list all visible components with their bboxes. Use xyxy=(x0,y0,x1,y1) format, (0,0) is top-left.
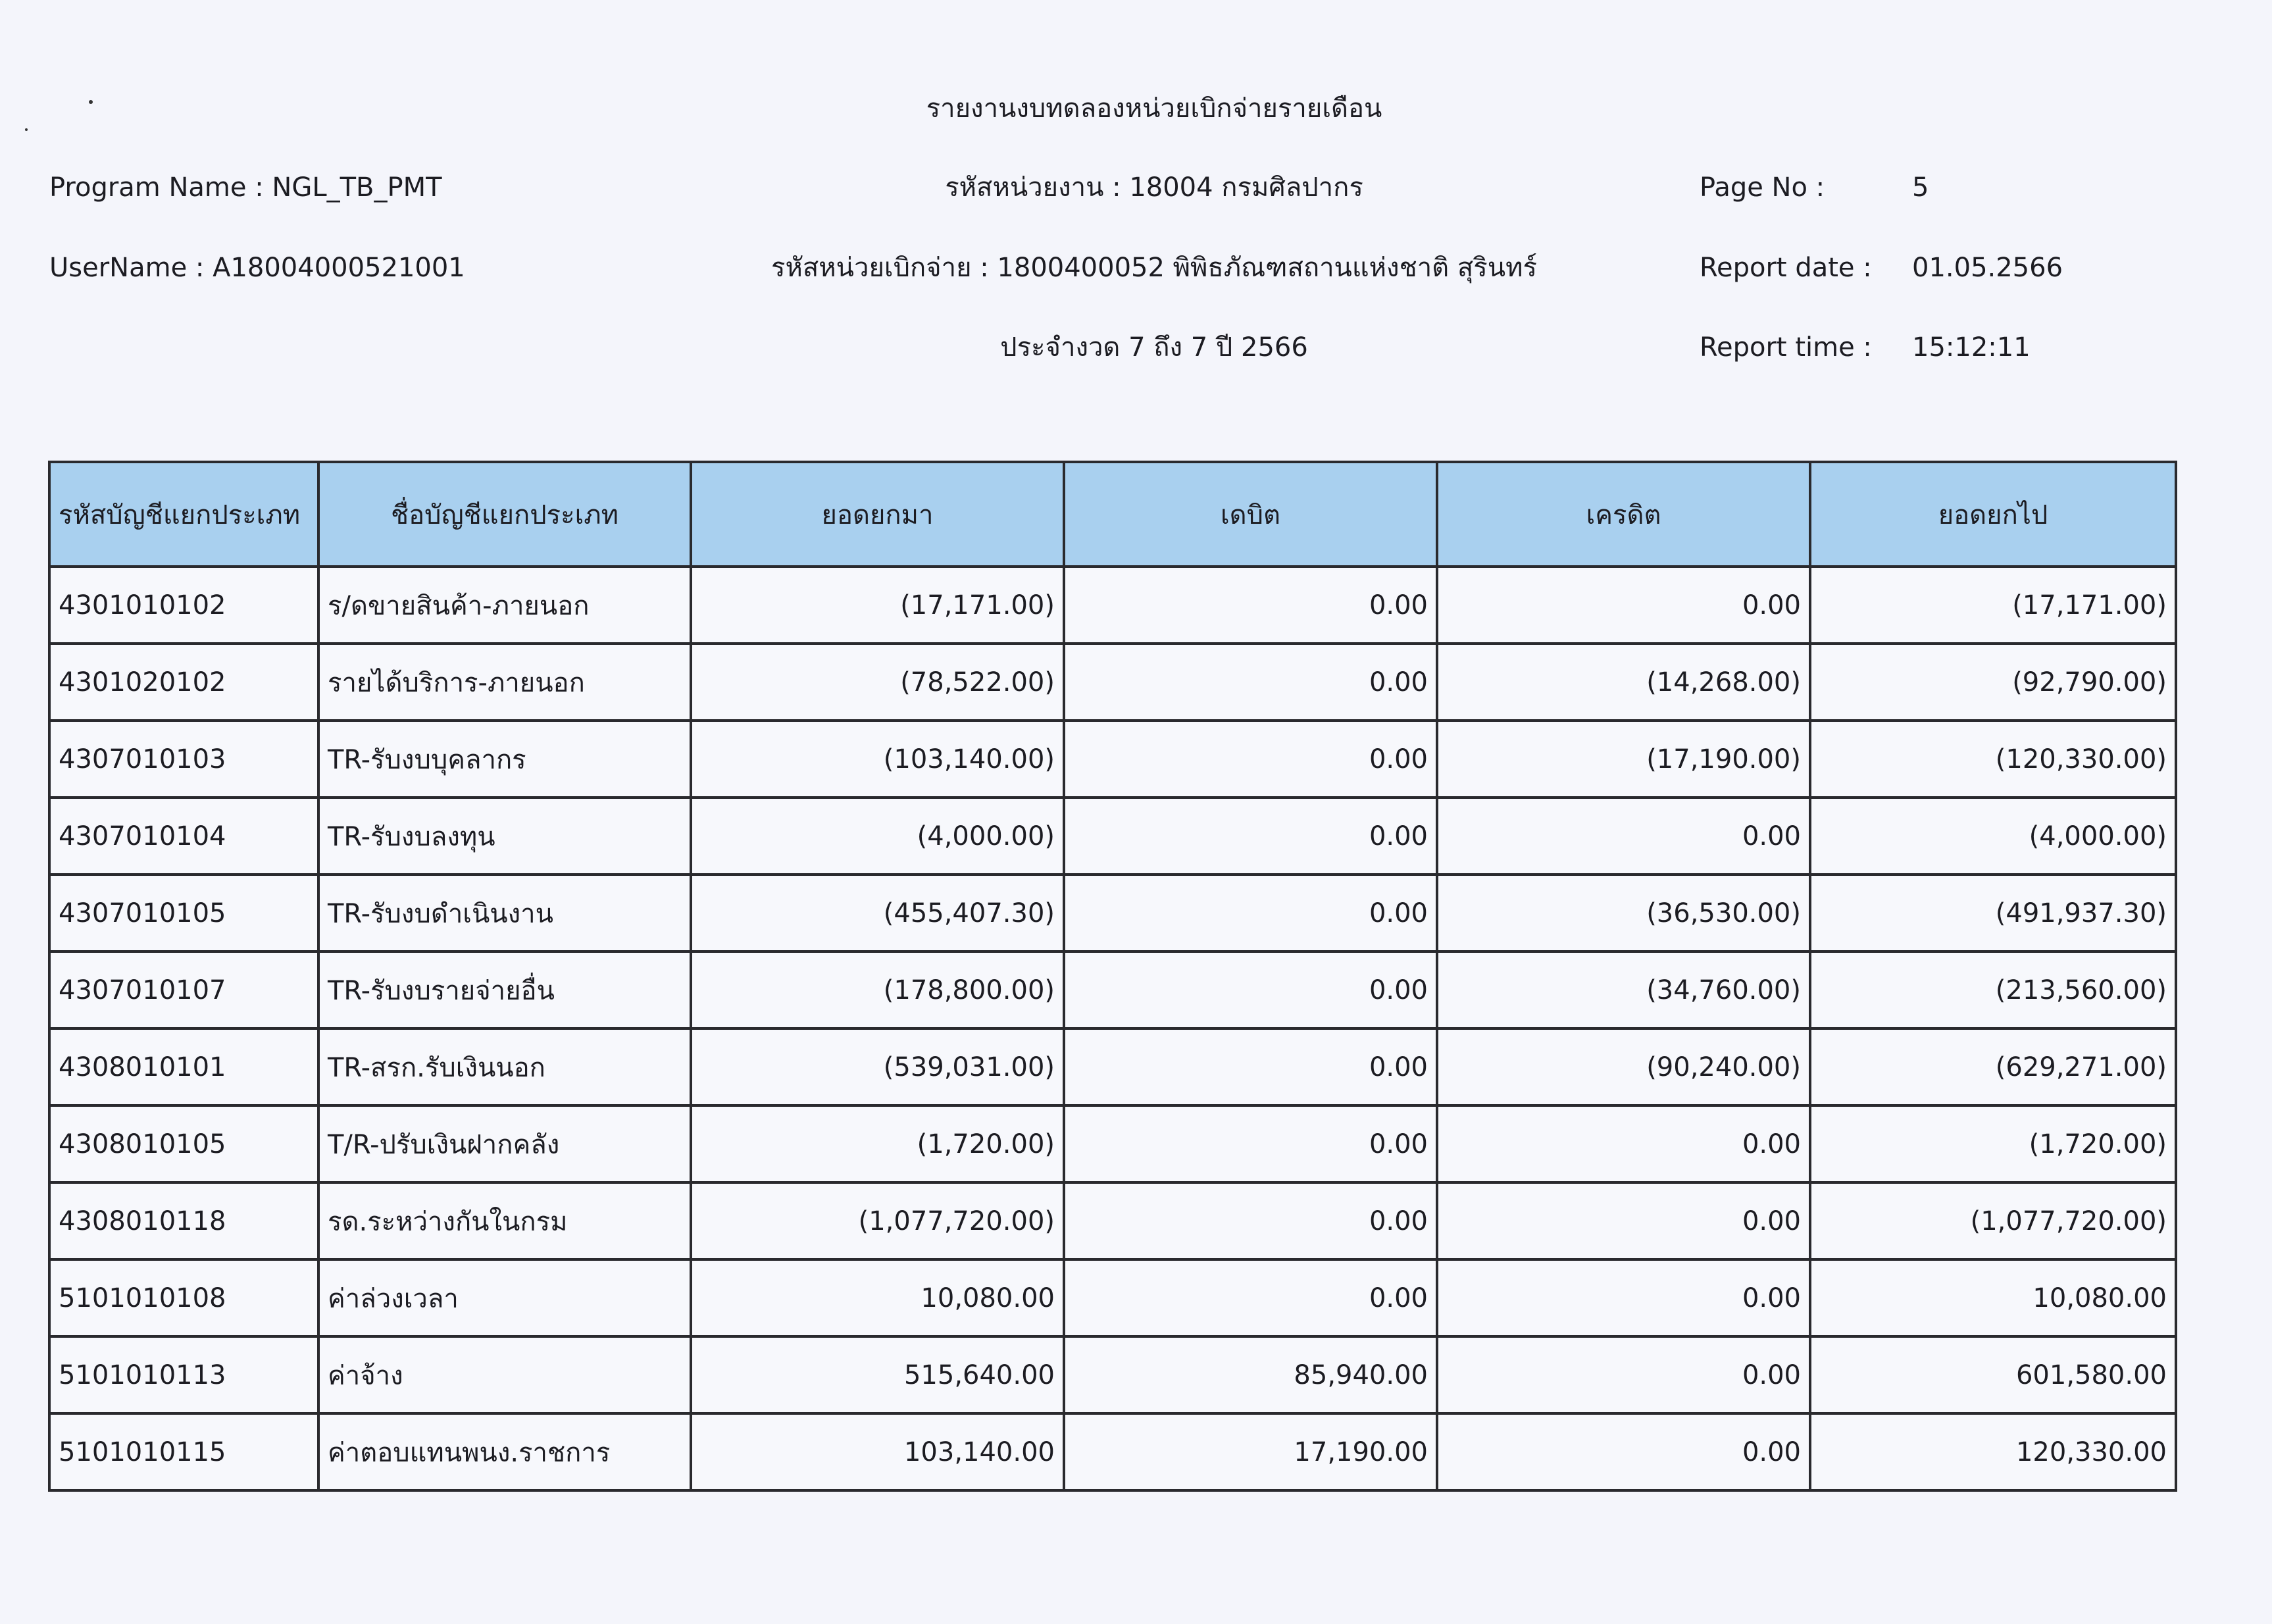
closing-balance-cell: (1,077,720.00) xyxy=(1810,1182,2176,1259)
report-time-label: Report time : xyxy=(1700,332,1872,363)
credit-cell: 0.00 xyxy=(1437,1105,1810,1182)
account-code-cell: 4307010103 xyxy=(49,721,318,798)
closing-balance-cell: 120,330.00 xyxy=(1810,1413,2176,1490)
table-row xyxy=(49,798,2176,875)
header-opening-balance: ยอดยกมา xyxy=(691,462,1064,567)
account-code-cell: 5101010113 xyxy=(49,1336,318,1413)
table-row xyxy=(49,1336,2176,1413)
closing-balance-cell: (120,330.00) xyxy=(1810,721,2176,798)
credit-cell: (14,268.00) xyxy=(1437,644,1810,721)
scan-speck xyxy=(89,100,93,104)
account-code-cell: 4301020102 xyxy=(49,644,318,721)
report-period: ประจำงวด 7 ถึง 7 ปี 2566 xyxy=(1000,332,1308,363)
account-code-cell: 5101010115 xyxy=(49,1413,318,1490)
account-name-cell: TR-สรก.รับเงินนอก xyxy=(318,1028,691,1105)
credit-cell: 0.00 xyxy=(1437,1413,1810,1490)
table-row xyxy=(49,952,2176,1028)
header-closing-balance: ยอดยกไป xyxy=(1810,462,2176,567)
debit-cell: 17,190.00 xyxy=(1064,1413,1437,1490)
account-name-cell: ร/ดขายสินค้า-ภายนอก xyxy=(318,567,691,644)
debit-cell: 0.00 xyxy=(1064,798,1437,875)
account-name-cell: รด.ระหว่างกันในกรม xyxy=(318,1182,691,1259)
account-name-cell: TR-รับงบลงทุน xyxy=(318,798,691,875)
opening-balance-cell: (4,000.00) xyxy=(691,798,1064,875)
table-header-row xyxy=(49,462,2176,567)
closing-balance-cell: (4,000.00) xyxy=(1810,798,2176,875)
opening-balance-cell: (178,800.00) xyxy=(691,952,1064,1028)
table-row xyxy=(49,1028,2176,1105)
opening-balance-cell: 103,140.00 xyxy=(691,1413,1064,1490)
table-row xyxy=(49,567,2176,644)
debit-cell: 0.00 xyxy=(1064,1105,1437,1182)
page-no-label: Page No : xyxy=(1700,172,1825,203)
credit-cell: 0.00 xyxy=(1437,1259,1810,1336)
account-code-cell: 4307010105 xyxy=(49,875,318,952)
header-account-name: ชื่อบัญชีแยกประเภท xyxy=(318,462,691,567)
account-name-cell: TR-รับงบดำเนินงาน xyxy=(318,875,691,952)
debit-cell: 85,940.00 xyxy=(1064,1336,1437,1413)
page-no-value: 5 xyxy=(1912,172,1929,203)
debit-cell: 0.00 xyxy=(1064,875,1437,952)
debit-cell: 0.00 xyxy=(1064,721,1437,798)
program-name: Program Name : NGL_TB_PMT xyxy=(49,172,442,203)
opening-balance-cell: (17,171.00) xyxy=(691,567,1064,644)
closing-balance-cell: (629,271.00) xyxy=(1810,1028,2176,1105)
header-account-code: รหัสบัญชีแยกประเภท xyxy=(49,462,318,567)
table-row xyxy=(49,1413,2176,1490)
account-name-cell: TR-รับงบบุคลากร xyxy=(318,721,691,798)
account-name-cell: T/R-ปรับเงินฝากคลัง xyxy=(318,1105,691,1182)
closing-balance-cell: (213,560.00) xyxy=(1810,952,2176,1028)
opening-balance-cell: (539,031.00) xyxy=(691,1028,1064,1105)
table-row xyxy=(49,875,2176,952)
account-code-cell: 4308010118 xyxy=(49,1182,318,1259)
credit-cell: 0.00 xyxy=(1437,798,1810,875)
table-row xyxy=(49,1182,2176,1259)
opening-balance-cell: (455,407.30) xyxy=(691,875,1064,952)
user-name: UserName : A18004000521001 xyxy=(49,253,465,283)
account-name-cell: ค่าจ้าง xyxy=(318,1336,691,1413)
scan-speck xyxy=(25,128,28,131)
credit-cell: 0.00 xyxy=(1437,567,1810,644)
table-row xyxy=(49,644,2176,721)
trial-balance-table xyxy=(48,461,2177,1492)
opening-balance-cell: (78,522.00) xyxy=(691,644,1064,721)
opening-balance-cell: (103,140.00) xyxy=(691,721,1064,798)
account-name-cell: รายได้บริการ-ภายนอก xyxy=(318,644,691,721)
closing-balance-cell: 601,580.00 xyxy=(1810,1336,2176,1413)
debit-cell: 0.00 xyxy=(1064,1259,1437,1336)
agency-code: รหัสหน่วยงาน : 18004 กรมศิลปากร xyxy=(945,172,1363,203)
opening-balance-cell: (1,720.00) xyxy=(691,1105,1064,1182)
report-time-value: 15:12:11 xyxy=(1912,332,2031,363)
closing-balance-cell: (92,790.00) xyxy=(1810,644,2176,721)
credit-cell: (90,240.00) xyxy=(1437,1028,1810,1105)
closing-balance-cell: (491,937.30) xyxy=(1810,875,2176,952)
credit-cell: 0.00 xyxy=(1437,1182,1810,1259)
account-name-cell: TR-รับงบรายจ่ายอื่น xyxy=(318,952,691,1028)
account-code-cell: 4308010105 xyxy=(49,1105,318,1182)
debit-cell: 0.00 xyxy=(1064,1028,1437,1105)
account-code-cell: 4307010107 xyxy=(49,952,318,1028)
debit-cell: 0.00 xyxy=(1064,644,1437,721)
opening-balance-cell: (1,077,720.00) xyxy=(691,1182,1064,1259)
closing-balance-cell: (17,171.00) xyxy=(1810,567,2176,644)
credit-cell: 0.00 xyxy=(1437,1336,1810,1413)
table-row xyxy=(49,1259,2176,1336)
account-name-cell: ค่าตอบแทนพนง.ราชการ xyxy=(318,1413,691,1490)
table-row xyxy=(49,1105,2176,1182)
debit-cell: 0.00 xyxy=(1064,1182,1437,1259)
credit-cell: (34,760.00) xyxy=(1437,952,1810,1028)
closing-balance-cell: 10,080.00 xyxy=(1810,1259,2176,1336)
opening-balance-cell: 515,640.00 xyxy=(691,1336,1064,1413)
account-code-cell: 5101010108 xyxy=(49,1259,318,1336)
header-debit: เดบิต xyxy=(1064,462,1437,567)
closing-balance-cell: (1,720.00) xyxy=(1810,1105,2176,1182)
debit-cell: 0.00 xyxy=(1064,952,1437,1028)
debit-cell: 0.00 xyxy=(1064,567,1437,644)
header-credit: เครดิต xyxy=(1437,462,1810,567)
report-date-value: 01.05.2566 xyxy=(1912,253,2063,283)
account-code-cell: 4307010104 xyxy=(49,798,318,875)
credit-cell: (36,530.00) xyxy=(1437,875,1810,952)
account-code-cell: 4301010102 xyxy=(49,567,318,644)
credit-cell: (17,190.00) xyxy=(1437,721,1810,798)
table-row xyxy=(49,721,2176,798)
account-name-cell: ค่าล่วงเวลา xyxy=(318,1259,691,1336)
disbursement-unit: รหัสหน่วยเบิกจ่าย : 1800400052 พิพิธภัณฑสถานแห่งชาติ สุรินทร์ xyxy=(771,253,1537,283)
account-code-cell: 4308010101 xyxy=(49,1028,318,1105)
report-title: รายงานงบทดลองหน่วยเบิกจ่ายรายเดือน xyxy=(926,93,1382,124)
report-date-label: Report date : xyxy=(1700,253,1872,283)
opening-balance-cell: 10,080.00 xyxy=(691,1259,1064,1336)
